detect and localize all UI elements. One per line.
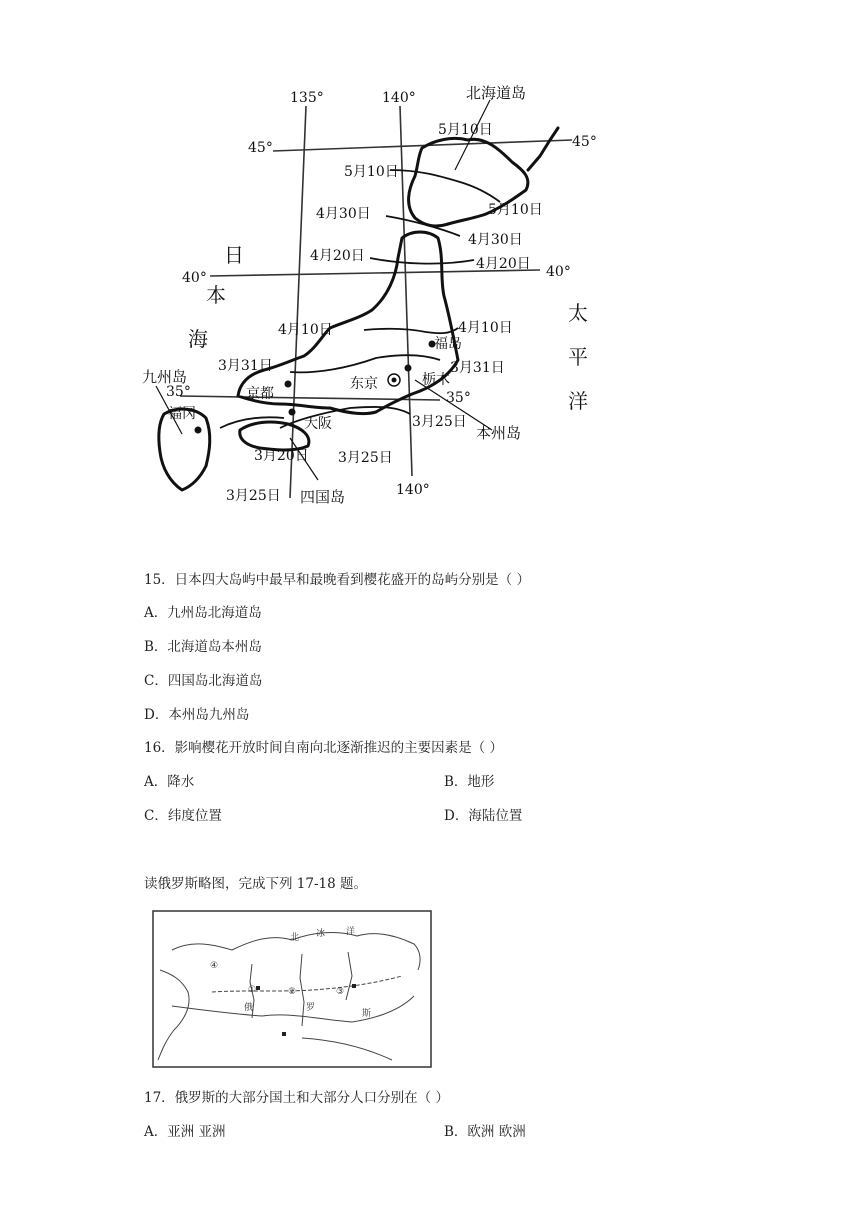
label-pacific-1: 太 xyxy=(568,301,588,325)
city-marker-2 xyxy=(282,1032,286,1036)
label-lat-45-left: 45° xyxy=(248,140,273,156)
label-mar31-a: 3月31日 xyxy=(218,358,273,374)
russia-label-1: ① xyxy=(248,985,257,995)
shikoku-outline xyxy=(240,422,309,450)
label-apr10-b: 4月10日 xyxy=(458,320,513,336)
label-lat-40-left: 40° xyxy=(182,270,207,286)
question-15-stem: 15．日本四大岛屿中最早和最晚看到樱花盛开的岛屿分别是（ ） xyxy=(144,572,530,588)
isoline-may10 xyxy=(390,170,500,202)
question-16-option-a: A．降水 xyxy=(144,774,195,790)
label-may10-a: 5月10日 xyxy=(438,122,493,138)
russia-label-2: ② xyxy=(288,987,297,997)
label-hokkaido: 北海道岛 xyxy=(466,84,527,102)
label-kyushu: 九州岛 xyxy=(142,368,188,386)
transsib-railway xyxy=(212,976,402,992)
russia-label-e: 俄 xyxy=(244,1003,254,1013)
label-lat-35-right: 35° xyxy=(446,390,471,406)
isoline-apr10 xyxy=(364,328,458,333)
city-marker-3 xyxy=(352,984,356,988)
label-apr20-b: 4月20日 xyxy=(476,256,531,272)
question-17-option-b: B．欧洲 欧洲 xyxy=(444,1124,526,1140)
label-pacific-3: 洋 xyxy=(568,389,588,413)
longitude-140-line xyxy=(400,106,412,476)
tochigi-dot xyxy=(405,365,412,372)
isoline-mar25 xyxy=(280,407,410,428)
label-apr30-a: 4月30日 xyxy=(316,206,371,222)
label-pacific-2: 平 xyxy=(568,345,588,369)
label-lat-35-left: 35° xyxy=(166,384,191,400)
label-honshu: 本州岛 xyxy=(476,424,522,442)
label-lon-135-top: 135° xyxy=(290,90,324,106)
russia-intro-text: 读俄罗斯略图，完成下列 17-18 题。 xyxy=(144,876,368,892)
label-kyoto: 京都 xyxy=(246,386,274,402)
china-coast xyxy=(302,1038,392,1060)
label-mar25-c: 3月25日 xyxy=(226,488,281,504)
label-sea-japan-1: 日 xyxy=(224,243,244,267)
lena-river xyxy=(346,952,352,1000)
question-17-stem: 17．俄罗斯的大部分国土和大部分人口分别在（ ） xyxy=(144,1090,449,1106)
question-16-stem: 16．影响樱花开放时间自南向北逐渐推迟的主要因素是（ ） xyxy=(144,740,503,756)
russia-west-lands xyxy=(158,970,189,1060)
isoline-apr20 xyxy=(370,258,474,264)
russia-label-si: 斯 xyxy=(362,1009,372,1019)
question-15-option-c: C．四国岛北海道岛 xyxy=(144,673,263,689)
label-mar25-b: 3月25日 xyxy=(338,450,393,466)
isoline-mar31 xyxy=(290,355,440,372)
label-shikoku: 四国岛 xyxy=(300,488,346,506)
label-apr10-a: 4月10日 xyxy=(278,322,333,338)
label-lon-140-bottom: 140° xyxy=(396,482,430,498)
label-sea-japan-2: 本 xyxy=(206,283,226,307)
label-apr30-b: 4月30日 xyxy=(468,232,523,248)
tokyo-symbol xyxy=(392,378,397,383)
longitude-135-line xyxy=(290,106,306,498)
label-lat-40-right: 40° xyxy=(546,264,571,280)
label-lon-140-top: 140° xyxy=(382,90,416,106)
city-marker-1 xyxy=(256,986,260,990)
label-mar31-b: 3月31日 xyxy=(450,360,505,376)
fukuoka-dot xyxy=(195,427,202,434)
label-mar25-a: 3月25日 xyxy=(412,414,467,430)
kyoto-dot xyxy=(285,381,292,388)
question-15-option-d: D．本州岛九州岛 xyxy=(144,707,250,723)
label-osaka: 大阪 xyxy=(304,416,332,432)
label-mar20: 3月20日 xyxy=(254,448,309,464)
russia-label-luo: 罗 xyxy=(306,1003,316,1013)
label-may10-b: 5月10日 xyxy=(344,164,399,180)
label-may10-c: 5月10日 xyxy=(488,202,543,218)
russia-sketch-map xyxy=(152,910,432,1068)
label-tokyo: 东京 xyxy=(350,376,378,392)
russia-label-bei: 北 xyxy=(290,933,300,943)
label-lat-45-right: 45° xyxy=(572,134,597,150)
russia-label-3: ③ xyxy=(336,987,345,997)
question-15-option-a: A．九州岛北海道岛 xyxy=(144,605,262,621)
russia-border-south xyxy=(172,996,414,1022)
russia-label-yang: 洋 xyxy=(346,927,356,937)
question-16-option-c: C．纬度位置 xyxy=(144,808,222,824)
question-15-option-b: B．北海道岛本州岛 xyxy=(144,639,262,655)
question-17-option-a: A．亚洲 亚洲 xyxy=(144,1124,226,1140)
osaka-dot xyxy=(289,409,296,416)
kuril-islands xyxy=(528,128,558,170)
label-fukuoka: 福冈 xyxy=(168,406,196,422)
label-tochigi: 栃木 xyxy=(422,372,450,388)
russia-label-bing: 冰 xyxy=(316,929,326,939)
label-sea-japan-3: 海 xyxy=(188,327,208,351)
japan-cherry-blossom-map xyxy=(140,78,610,553)
label-apr20-a: 4月20日 xyxy=(310,248,365,264)
question-16-option-b: B．地形 xyxy=(444,774,495,790)
question-16-option-d: D．海陆位置 xyxy=(444,808,523,824)
russia-label-4: ④ xyxy=(210,961,219,971)
label-fukushima: 福岛 xyxy=(434,336,462,352)
